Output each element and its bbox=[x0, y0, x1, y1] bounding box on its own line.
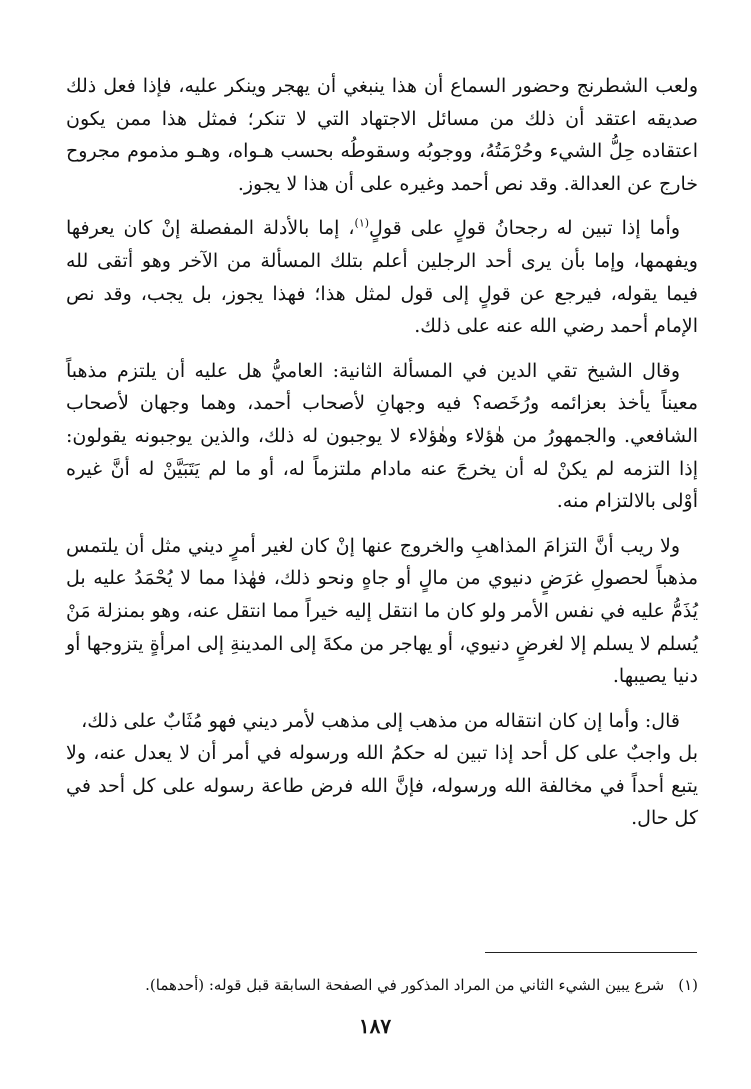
footnote-text: شرع يبين الشيء الثاني من المراد المذكور في الصفحة السابقة قبل قوله: (أحدهما). bbox=[145, 976, 665, 994]
paragraph-1 bbox=[66, 70, 698, 200]
footnote-separator bbox=[485, 952, 697, 953]
paragraph-5-text: قال: وأما إن كان انتقاله من مذهب إلى مذهب لأمر ديني فهو مُثَابٌ على ذلك، bbox=[81, 709, 680, 732]
paragraph-6-text: بل واجبٌ على كل أحد إذا تبين له حكمُ الله ورسوله في أمر أن لا يعدل عنه، ولا يتبع أحداً في مخالفة الله ورسوله، فإنَّ الله فرض طاعة رسوله على كل أحد في كل حال. bbox=[66, 742, 698, 830]
paragraph-6 bbox=[66, 737, 698, 835]
paragraph-4-text: ولا ريب أنَّ التزامَ المذاهبِ والخروج عنها إنْ كان لغير أمرٍ ديني مثل أن يلتمس مذهباً لحصولِ غرَضٍ دنيوي من مالٍ أو جاهٍ ونحو ذلك، فهٰذا مما لا يُحْمَدُ عليه بل يُذَمُّ عليه في نفس الأمر ولو كان ما انتقل إليه خيراً مما انتقل عنه، وهو بمنزلة مَنْ يُسلم لا يسلم إلا لغرضٍ دنيوي، أو يهاجر من مكةَ إلى المدينةِ إلى امرأةٍ يتزوجها أو دنيا يصيبها. bbox=[66, 534, 698, 688]
footnote-reference: (١) bbox=[354, 217, 370, 231]
paragraph-3 bbox=[66, 355, 698, 518]
paragraph-4 bbox=[66, 530, 698, 693]
paragraph-5 bbox=[66, 705, 698, 738]
paragraph-3-text: وقال الشيخ تقي الدين في المسألة الثانية: العاميُّ هل عليه أن يلتزم مذهباً معيناً يأخذ بعزائمه ورُخَصه؟ فيه وجهانِ لأصحاب أحمد، وهما وجهان لأصحاب الشافعي. والجمهورُ من هٰؤلاء وهٰؤلاء لا يوجبون له ذلك، والذين يوجبونه يقولون: إذا التزمه لم يكنْ له أن يخرجَ عنه مادام ملتزماً له، أو ما لم يَتَبَيَّنْ له أنَّ غيره أوْلى بالالتزام منه. bbox=[66, 359, 698, 513]
main-text bbox=[66, 70, 698, 835]
paragraph-2-text-end: ، إما بالأدلة المفصلة إنْ كان يعرفها ويفهمها، وإما بأن يرى أحد الرجلين أعلم بتلك المسألة من الآخر وهو أتقى لله فيما يقوله، فيرجع عن قولٍ إلى قول لمثل هذا؛ فهذا يجوز، بل يجب، وقد نص الإمام أحمد رضي الله عنه على ذلك. bbox=[66, 217, 698, 338]
paragraph-2-text-start: وأما إذا تبين له رجحانُ قولٍ على قولٍ bbox=[369, 217, 680, 240]
page-number: ١٨٧ bbox=[358, 1014, 392, 1038]
paragraph-2 bbox=[66, 212, 698, 342]
footnote bbox=[145, 974, 698, 996]
footnote-number: (١) bbox=[678, 976, 698, 994]
paragraph-1-text: ولعب الشطرنج وحضور السماع أن هذا ينبغي أن يهجر وينكر عليه، فإذا فعل ذلك صديقه اعتقد أن ذلك من مسائل الاجتهاد التي لا تنكر؛ فمثل هذا ممن يكون اعتقاده حِلُّ الشيء وحُرْمَتُهُ، ووجوبُه وسقوطُه بحسب هـواه، وهـو مذموم مجروح خارج عن العدالة. وقد نص أحمد وغيره على أن هذا لا يجوز. bbox=[66, 75, 698, 195]
